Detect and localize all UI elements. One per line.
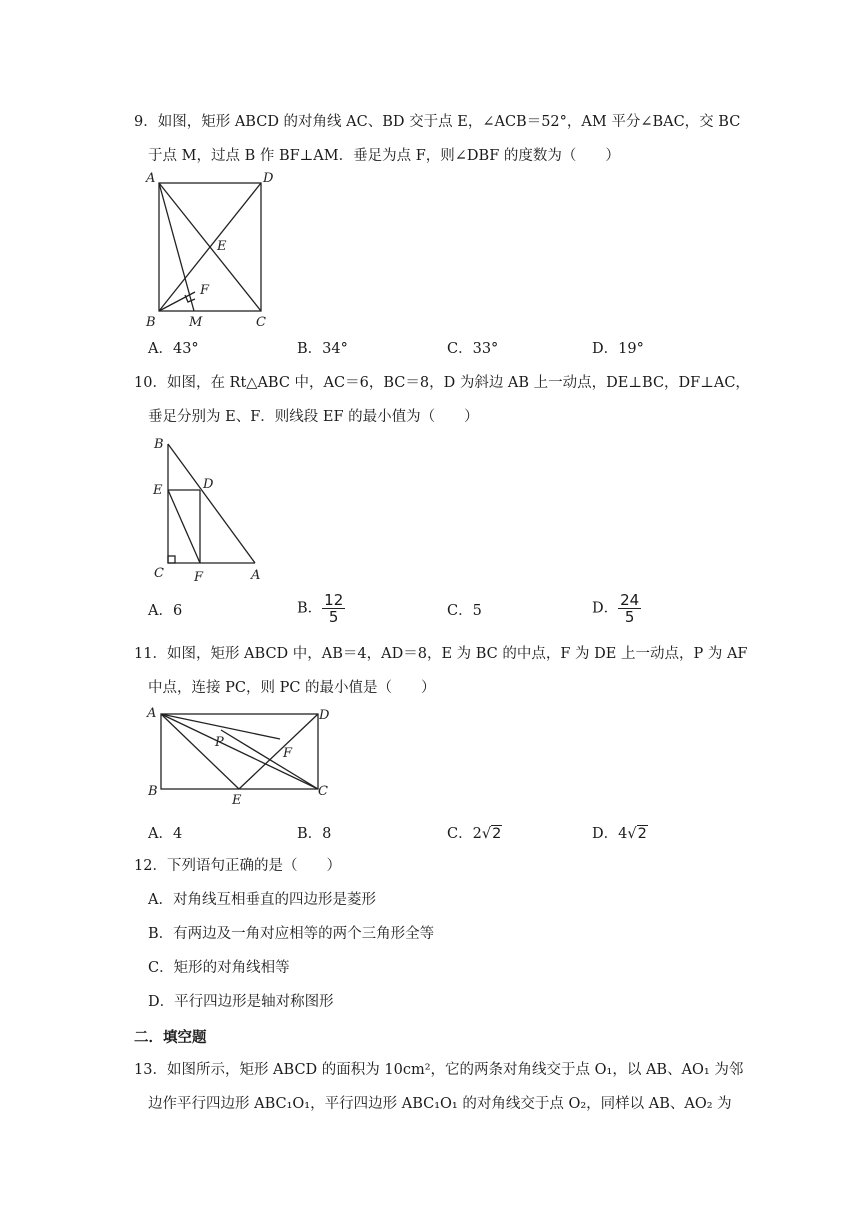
q10-option-d [592,592,641,625]
q11-label-e: E [232,793,242,808]
q9-label-d: D [263,171,274,186]
q10-option-b [297,592,345,625]
q10-option-d-prefix: D． [592,600,619,617]
q11-label-d: D [319,708,330,723]
q11-option-c [447,822,502,843]
q11-label-p: P [215,735,224,750]
q9-option-d: D．19° [592,341,644,357]
q13-stem-line2: 边作平行四边形 ABC₁O₁，平行四边形 ABC₁O₁ 的对角线交于点 O₂，同样以 AB、AO₂ 为 [148,1096,732,1112]
q10-label-e: E [153,483,163,498]
q11-label-a: A [147,706,157,721]
q10-label-c: C [154,566,164,581]
section-heading-fill-in: 二．填空题 [134,1029,207,1046]
q11-option-c-radicand: 2 [492,826,502,842]
q12-stem: 12．下列语句正确的是（ ） [134,858,341,874]
q11-option-d-radicand: 2 [637,826,647,842]
q10-label-d: D [203,477,214,492]
q10-option-b-numerator: 12 [324,591,344,609]
q13-stem-line1: 13．如图所示，矩形 ABCD 的面积为 10cm²，它的两条对角线交于点 O₁，以 AB、AO₁ 为邻 [134,1062,744,1078]
q10-option-b-prefix: B． [297,600,323,617]
q11-label-f: F [283,746,293,761]
q9-stem-line1: 9．如图，矩形 ABCD 的对角线 AC、BD 交于点 E，∠ACB＝52°，AM 平分∠BAC，交 BC [134,114,741,130]
q9-label-f: F [200,283,210,298]
q11-label-c: C [318,784,328,799]
q9-label-m: M [189,315,203,328]
q11-option-b: B．8 [297,826,332,842]
q10-option-a: A．6 [148,603,183,619]
q10-label-f: F [194,570,204,585]
q10-label-a: A [251,568,261,583]
q10-option-c: C．5 [447,603,482,619]
q9-label-a: A [146,171,156,186]
q10-option-d-denominator: 5 [624,608,635,626]
q10-figure [148,430,273,585]
q10-option-d-numerator: 24 [620,591,640,609]
q12-option-c: C．矩形的对角线相等 [148,960,290,976]
q9-option-c: C．33° [447,341,499,357]
q9-figure [140,168,290,328]
q10-option-b-denominator: 5 [328,608,339,626]
q12-option-a: A．对角线互相垂直的四边形是菱形 [148,892,376,908]
q11-option-d [592,822,648,843]
q9-option-a: A．43° [148,341,199,357]
q12-option-d: D．平行四边形是轴对称图形 [148,994,334,1010]
q9-label-e: E [217,239,227,254]
q10-option-b-fraction [322,592,345,625]
q10-label-b: B [154,437,164,452]
q11-option-c-prefix: C．2 [447,826,482,842]
q10-option-d-fraction [618,592,641,625]
q12-option-b: B．有两边及一角对应相等的两个三角形全等 [148,926,435,942]
q11-stem-line2: 中点，连接 PC，则 PC 的最小值是（ ） [148,680,436,696]
q9-option-b: B．34° [297,341,348,357]
q9-label-b: B [146,315,156,328]
q11-figure [140,700,340,810]
q10-stem-line1: 10．如图，在 Rt△ABC 中，AC＝6，BC＝8，D 为斜边 AB 上一动点，DE⊥BC，DF⊥AC， [134,375,750,391]
q10-stem-line2: 垂足分别为 E、F．则线段 EF 的最小值为（ ） [148,409,479,425]
q11-label-b: B [148,784,158,799]
q9-stem-line2: 于点 M，过点 B 作 BF⊥AM．垂足为点 F，则∠DBF 的度数为（ ） [148,148,620,164]
q11-stem-line1: 11．如图，矩形 ABCD 中，AB＝4，AD＝8，E 为 BC 的中点，F 为 DE 上一动点，P 为 AF [134,646,748,662]
q11-option-a: A．4 [148,826,183,842]
q11-option-d-prefix: D．4 [592,826,628,842]
q9-label-c: C [256,315,266,328]
q11-option-d-sqrt: √2 [627,826,647,842]
q11-option-c-sqrt: √2 [481,826,502,842]
